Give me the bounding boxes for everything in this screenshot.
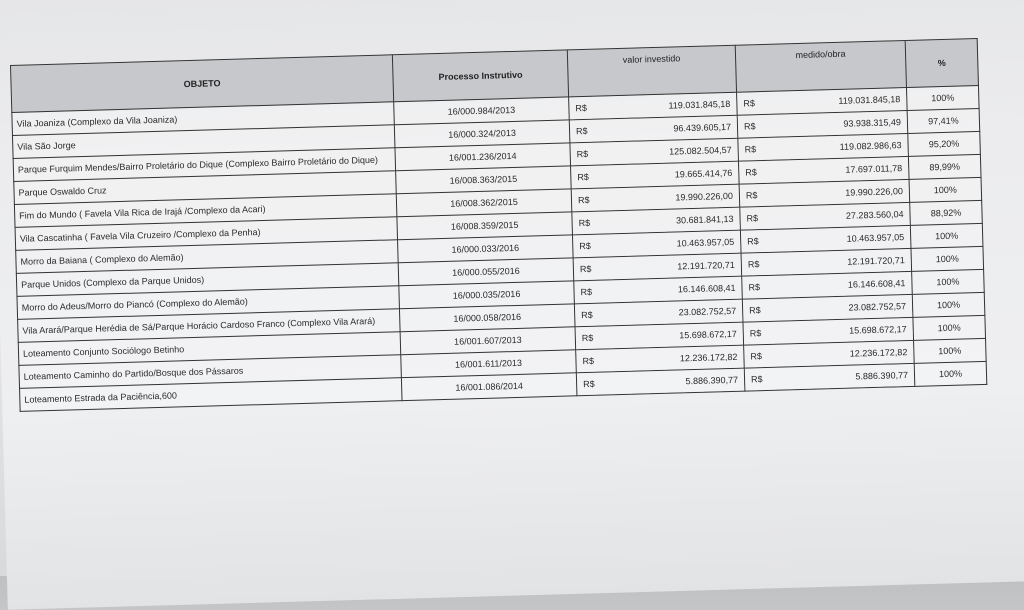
- cell-objeto: Morro da Baiana ( Complexo do Alemão): [16, 240, 398, 274]
- cell-medido-value: 16.146.608,41: [847, 278, 906, 290]
- currency-symbol: R$: [744, 144, 757, 155]
- cell-valor-value: 16.146.608,41: [677, 282, 736, 295]
- cell-percent: 89,99%: [908, 154, 981, 179]
- currency-symbol: R$: [743, 121, 756, 132]
- cell-medido-value: 17.697.011,78: [845, 163, 903, 175]
- cell-valor-value: 30.681.841,13: [675, 213, 734, 226]
- cell-objeto: Vila São Jorge: [12, 125, 394, 159]
- currency-symbol: R$: [582, 355, 595, 367]
- header-medido-obra: medido/obra: [735, 40, 906, 92]
- header-objeto: OBJETO: [11, 55, 394, 113]
- header-valor-investido: valor investido: [567, 45, 736, 97]
- currency-symbol: R$: [575, 102, 588, 114]
- cell-percent: 100%: [910, 223, 983, 248]
- cell-objeto: Parque Unidos (Complexo da Parque Unidos): [16, 263, 398, 297]
- cell-objeto: Parque Furquim Mendes/Bairro Proletário do Dique (Complexo Bairro Proletário do Dique): [13, 148, 395, 182]
- cell-objeto: Vila Cascatinha ( Favela Vila Cruzeiro /Complexo da Penha): [15, 217, 397, 251]
- cell-medido-value: 15.698.672,17: [849, 324, 907, 336]
- cell-processo: 16/008.359/2015: [397, 212, 573, 240]
- header-processo: Processo Instrutivo: [392, 50, 568, 102]
- currency-symbol: R$: [743, 98, 756, 109]
- cell-percent: 100%: [912, 292, 985, 317]
- cell-percent: 100%: [912, 269, 985, 294]
- currency-symbol: R$: [747, 236, 759, 247]
- cell-medido-value: 27.283.560,04: [845, 209, 904, 221]
- cell-medido: [744, 363, 915, 391]
- currency-symbol: R$: [577, 194, 590, 206]
- cell-medido-value: 12.191.720,71: [847, 255, 905, 267]
- cell-processo: 16/001.236/2014: [395, 143, 571, 171]
- investment-table: [10, 38, 987, 412]
- cell-processo: 16/001.611/2013: [401, 350, 577, 378]
- cell-percent: 88,92%: [910, 200, 983, 225]
- cell-percent: 100%: [906, 85, 979, 110]
- cell-medido-value: 12.236.172,82: [849, 347, 908, 359]
- cell-valor-value: 19.665.414,76: [674, 167, 733, 180]
- cell-valor-value: 10.463.957,05: [676, 236, 735, 249]
- cell-percent: 100%: [911, 246, 984, 271]
- cell-percent: 97,41%: [907, 108, 980, 133]
- cell-objeto: Loteamento Estrada da Paciência,600: [20, 378, 402, 412]
- cell-valor-value: 96.439.605,17: [673, 121, 732, 134]
- cell-valor-value: 125.082.504,57: [668, 144, 732, 157]
- currency-symbol: R$: [750, 351, 763, 362]
- cell-valor-value: 5.886.390,77: [685, 374, 739, 387]
- cell-valor-value: 12.191.720,71: [677, 259, 736, 272]
- document-table-container: [10, 38, 987, 412]
- currency-symbol: R$: [749, 328, 762, 339]
- cell-processo: 16/001.607/2013: [400, 327, 576, 355]
- cell-percent: 100%: [914, 338, 987, 363]
- currency-symbol: R$: [745, 190, 758, 201]
- currency-symbol: R$: [748, 282, 761, 293]
- currency-symbol: R$: [575, 125, 588, 137]
- currency-symbol: R$: [579, 263, 592, 275]
- cell-processo: 16/000.058/2016: [399, 304, 575, 332]
- cell-medido-value: 5.886.390,77: [855, 370, 909, 382]
- cell-valor: [576, 368, 745, 396]
- cell-medido-value: 119.082.986,63: [839, 140, 902, 152]
- currency-symbol: R$: [746, 213, 759, 224]
- cell-objeto: Vila Arará/Parque Herédia de Sá/Parque Horácio Cardoso Franco (Complexo Vila Arará): [18, 309, 400, 343]
- cell-valor-value: 19.990.226,00: [675, 190, 734, 203]
- cell-processo: 16/000.033/2016: [398, 235, 574, 263]
- cell-medido-value: 10.463.957,05: [846, 232, 905, 244]
- cell-objeto: Parque Oswaldo Cruz: [14, 171, 396, 205]
- cell-percent: 100%: [914, 361, 987, 386]
- cell-objeto: Fim do Mundo ( Favela Vila Rica de Irajá /Complexo da Acari): [14, 194, 396, 228]
- cell-percent: 100%: [913, 315, 986, 340]
- currency-symbol: R$: [578, 217, 591, 229]
- cell-valor-value: 119.031.845,18: [668, 98, 731, 111]
- cell-valor-value: 15.698.672,17: [679, 328, 737, 341]
- cell-processo: 16/000.984/2013: [394, 97, 570, 125]
- cell-medido-value: 23.082.752,57: [848, 301, 907, 313]
- currency-symbol: R$: [579, 240, 591, 252]
- cell-medido-value: 19.990.226,00: [845, 186, 904, 198]
- cell-percent: 100%: [909, 177, 982, 202]
- cell-valor-value: 12.236.172,82: [679, 351, 738, 364]
- cell-processo: 16/008.363/2015: [396, 166, 572, 194]
- cell-objeto: Loteamento Conjunto Sociólogo Betinho: [18, 332, 400, 366]
- table-body: [12, 85, 987, 411]
- currency-symbol: R$: [576, 148, 589, 160]
- cell-processo: 16/008.362/2015: [396, 189, 572, 217]
- cell-medido-value: 119.031.845,18: [838, 94, 901, 106]
- currency-symbol: R$: [577, 171, 590, 183]
- currency-symbol: R$: [747, 259, 760, 270]
- cell-medido-value: 93.938.315,49: [843, 117, 902, 129]
- cell-objeto: Morro do Adeus/Morro do Piancó (Complexo do Alemão): [17, 286, 399, 320]
- cell-objeto: Vila Joaniza (Complexo da Vila Joaniza): [12, 102, 394, 136]
- currency-symbol: R$: [580, 286, 593, 298]
- cell-processo: 16/000.055/2016: [398, 258, 574, 286]
- cell-processo: 16/000.035/2016: [399, 281, 575, 309]
- cell-objeto: Loteamento Caminho do Partido/Bosque dos Pássaros: [19, 355, 401, 389]
- currency-symbol: R$: [581, 332, 594, 344]
- cell-percent: 95,20%: [908, 131, 981, 156]
- currency-symbol: R$: [581, 309, 593, 321]
- currency-symbol: R$: [749, 305, 761, 316]
- header-percent: %: [905, 38, 978, 87]
- currency-symbol: R$: [582, 378, 595, 390]
- currency-symbol: R$: [745, 167, 757, 178]
- cell-processo: 16/000.324/2013: [394, 120, 570, 148]
- cell-valor-value: 23.082.752,57: [678, 305, 737, 318]
- currency-symbol: R$: [750, 374, 763, 385]
- cell-processo: 16/001.086/2014: [401, 373, 577, 401]
